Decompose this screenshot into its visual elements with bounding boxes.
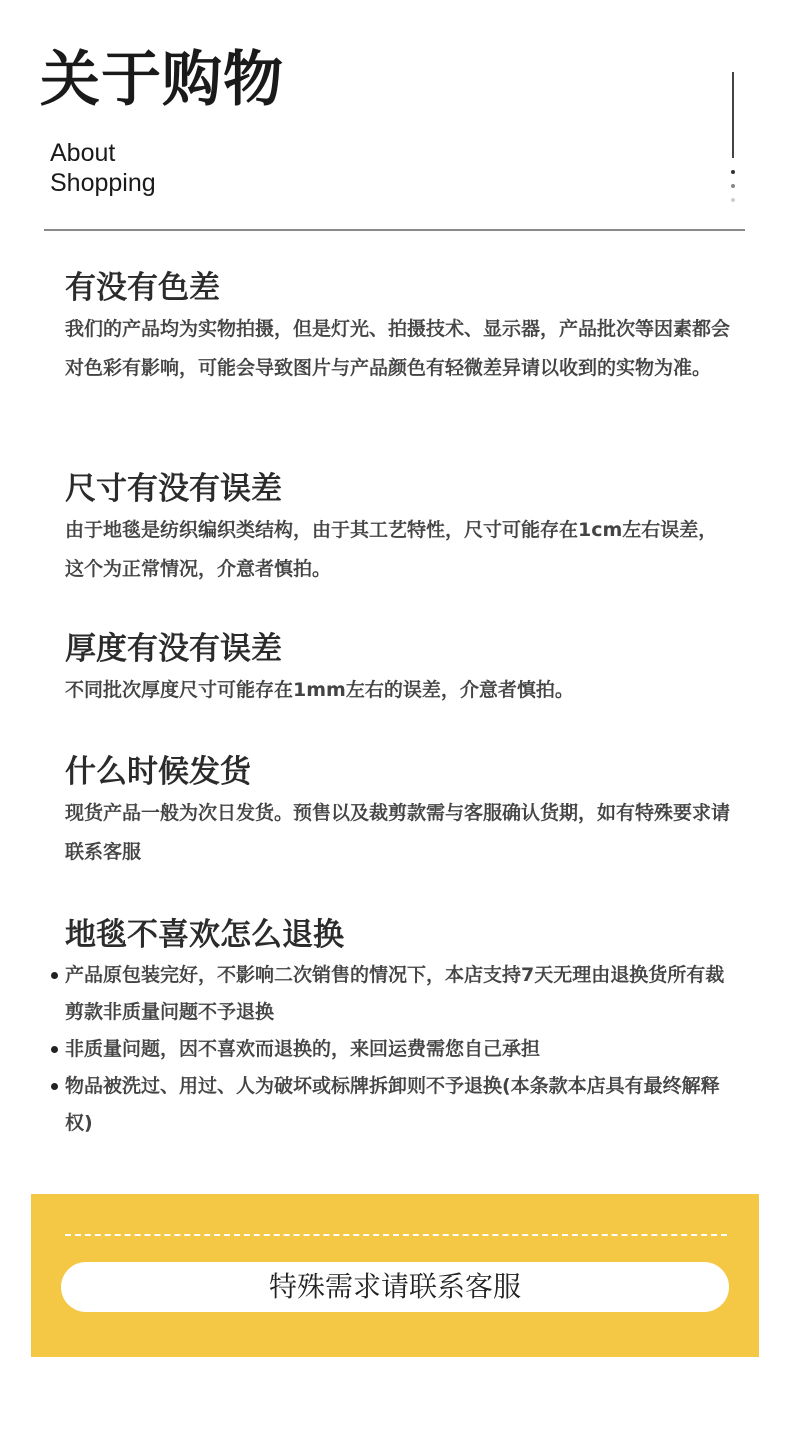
dashed-divider — [65, 1234, 727, 1236]
header-divider — [44, 229, 745, 231]
bullet-dot-icon — [51, 1046, 58, 1053]
section-heading: 地毯不喜欢怎么退换 — [65, 917, 344, 953]
list-item — [65, 1031, 730, 1068]
page-subtitle — [50, 138, 156, 198]
decorative-dot — [731, 170, 735, 174]
bullet-dot-icon — [51, 972, 58, 979]
section-heading: 什么时候发货 — [65, 754, 251, 790]
section-text: 我们的产品均为实物拍摄，但是灯光、拍摄技术、显示器，产品批次等因素都会对色彩有影响，可能会导致图片与产品颜色有轻微差异请以收到的实物为准。 — [65, 318, 731, 379]
section-text: 由于地毯是纺织编织类结构，由于其工艺特性，尺寸可能存在1cm左右误差，这个为正常情况，介意者慎拍。 — [65, 519, 718, 580]
section-text: 现货产品一般为次日发货。预售以及裁剪款需与客服确认货期，如有特殊要求请联系客服 — [65, 802, 731, 863]
decorative-vertical-line — [732, 72, 734, 158]
subtitle-line-2: Shopping — [50, 169, 156, 197]
list-item-text: 产品原包装完好，不影响二次销售的情况下，本店支持7天无理由退换货所有裁剪款非质量问题不予退换 — [65, 964, 725, 1023]
bullet-dot-icon — [51, 1083, 58, 1090]
list-item-text: 物品被洗过、用过、人为破坏或标牌拆卸则不予退换(本条款本店具有最终解释权) — [65, 1075, 720, 1134]
section-heading: 有没有色差 — [65, 270, 220, 306]
list-item-text: 非质量问题，因不喜欢而退换的，来回运费需您自己承担 — [65, 1038, 541, 1060]
section-heading: 尺寸有没有误差 — [65, 471, 282, 507]
returns-list — [65, 957, 730, 1142]
list-item — [65, 957, 730, 1031]
section-color-difference — [65, 266, 730, 388]
decorative-dot — [731, 184, 735, 188]
section-heading: 厚度有没有误差 — [65, 631, 282, 667]
decorative-dot — [731, 198, 735, 202]
section-shipping-time — [65, 750, 730, 872]
list-item — [65, 1068, 730, 1142]
section-size-error — [65, 467, 730, 589]
section-thickness-error — [65, 627, 730, 710]
section-text: 不同批次厚度尺寸可能存在1mm左右的误差，介意者慎拍。 — [65, 679, 574, 701]
section-returns — [65, 913, 730, 1142]
contact-banner — [31, 1194, 759, 1357]
contact-support-button[interactable]: 特殊需求请联系客服 — [61, 1262, 729, 1312]
subtitle-line-1: About — [50, 139, 116, 167]
page-title: 关于购物 — [40, 45, 284, 115]
